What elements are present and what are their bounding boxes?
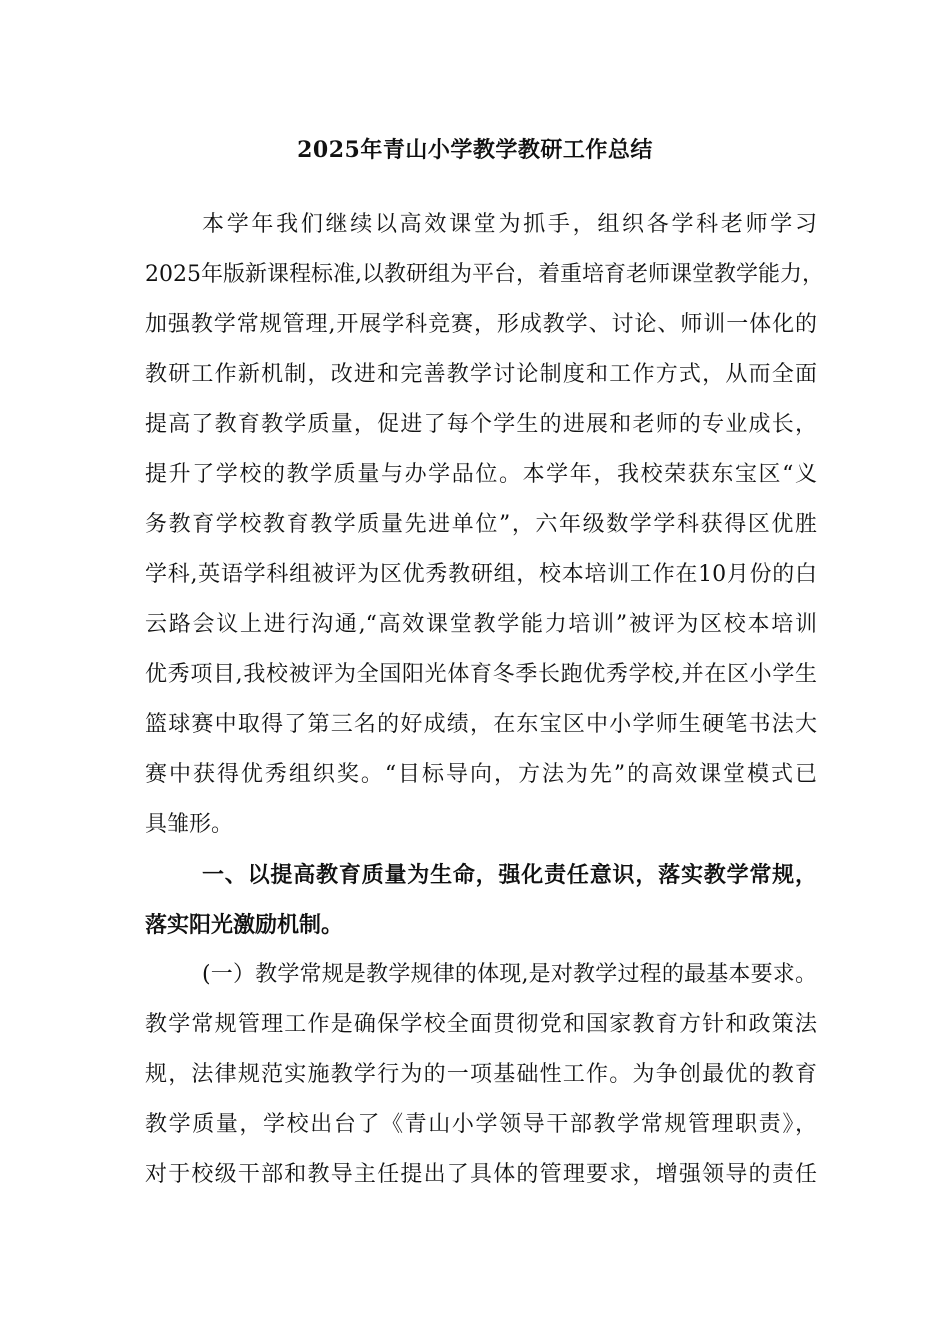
paragraph-1-line: 优秀项目,我校被评为全国阳光体育冬季长跑优秀学校,并在区小学生	[145, 662, 817, 687]
paragraph-1-line: 提高了教育教学质量，促进了每个学生的进展和老师的专业成长，	[145, 412, 817, 437]
paragraph-2-line: 规，法律规范实施教学行为的一项基础性工作。为争创最优的教育	[145, 1062, 817, 1087]
paragraph-1-line: 加强教学常规管理,开展学科竞赛，形成教学、讨论、师训一体化的	[145, 312, 817, 337]
document-body	[145, 208, 824, 1208]
paragraph-1-line: 本学年我们继续以高效课堂为抓手，组织各学科老师学习	[202, 212, 817, 237]
paragraph-2-line: 教学常规管理工作是确保学校全面贯彻党和国家教育方针和政策法	[145, 1012, 817, 1037]
section-heading-line: 落实阳光激励机制。	[145, 912, 344, 938]
paragraph-1-line: 具雏形。	[145, 812, 234, 837]
paragraph-2-line: 教学质量，学校出台了《青山小学领导干部教学常规管理职责》，	[145, 1112, 817, 1137]
paragraph-1-line: 2025年版新课程标准,以教研组为平台，着重培育老师课堂教学能力，	[145, 262, 824, 287]
paragraph-1-line: 务教育学校教育教学质量先进单位”，六年级数学学科获得区优胜	[145, 512, 817, 537]
document-title: 2025年青山小学教学教研工作总结	[297, 137, 653, 163]
section-heading-line: 一、以提高教育质量为生命，强化责任意识，落实教学常规，	[202, 862, 817, 888]
paragraph-1-line: 教研工作新机制，改进和完善教学讨论制度和工作方式，从而全面	[145, 362, 817, 387]
paragraph-1-line: 赛中获得优秀组织奖。“目标导向，方法为先”的高效课堂模式已	[145, 762, 817, 787]
paragraph-1-line: 云路会议上进行沟通,“高效课堂教学能力培训”被评为区校本培训	[145, 612, 817, 637]
paragraph-1-line: 学科,英语学科组被评为区优秀教研组，校本培训工作在10月份的白	[145, 562, 817, 587]
paragraph-1-line: 篮球赛中取得了第三名的好成绩，在东宝区中小学师生硬笔书法大	[145, 712, 817, 737]
paragraph-1-line: 提升了学校的教学质量与办学品位。本学年，我校荣获东宝区“义	[145, 462, 817, 487]
paragraph-2-line: (一）教学常规是教学规律的体现,是对教学过程的最基本要求。	[202, 962, 817, 987]
paragraph-2-line: 对于校级干部和教导主任提出了具体的管理要求，增强领导的责任	[145, 1162, 817, 1187]
